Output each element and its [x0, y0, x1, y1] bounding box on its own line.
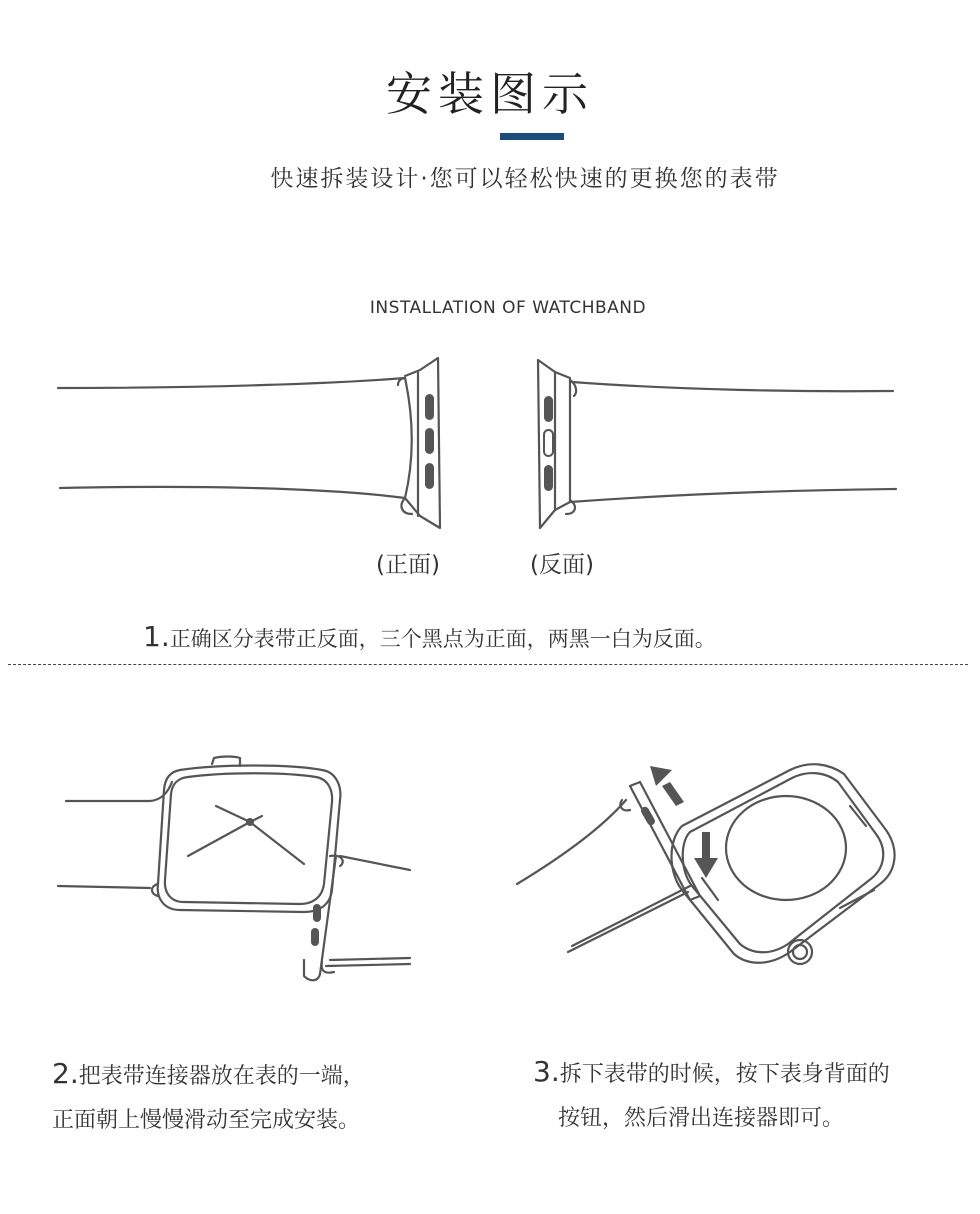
back-dot-2: [544, 465, 553, 491]
section-divider: [8, 664, 968, 665]
step-2-text: [52, 1052, 472, 1143]
band-back-illustration: [538, 360, 896, 528]
back-dot-white: [544, 430, 553, 456]
front-label: (正面): [376, 552, 440, 578]
step-2-number: 2.: [52, 1057, 79, 1090]
step-3-line-1: 拆下表带的时候，按下表身背面的: [559, 1062, 890, 1087]
watch-front-dots: [246, 818, 321, 946]
step-3-text: [533, 1050, 973, 1141]
watch-hand-center: [246, 818, 254, 826]
arrow-up-icon: [650, 766, 684, 806]
page-subtitle: 快速拆装设计·您可以轻松快速的更换您的表带: [270, 166, 780, 192]
front-dots: [425, 394, 434, 489]
connector-dot-1: [313, 904, 321, 922]
front-dot-1: [425, 394, 434, 420]
step-2-line-1: 把表带连接器放在表的一端，: [78, 1064, 365, 1089]
connector-dot-2: [311, 928, 319, 946]
front-dot-3: [425, 463, 434, 489]
section-caption: INSTALLATION OF WATCHBAND: [369, 298, 647, 318]
step-2-line-2: 正面朝上慢慢滑动至完成安装。: [52, 1108, 361, 1133]
band-front-illustration: [58, 358, 440, 528]
step-3-line-2: 按钮，然后滑出连接器即可。: [558, 1106, 845, 1131]
step-3-number: 3.: [533, 1055, 560, 1088]
back-dots: [544, 396, 553, 491]
page-title: 安装图示: [386, 67, 594, 121]
arrow-down-shaft: [702, 832, 710, 860]
front-dot-2: [425, 428, 434, 454]
arrow-down-icon: [694, 832, 718, 878]
back-label: (反面): [530, 552, 594, 578]
step-1-description: 正确区分表带正反面，三个黑点为正面，两黑一白为反面。: [169, 627, 716, 651]
watch-front-illustration: [58, 757, 410, 981]
step-1-number: 1.: [143, 620, 170, 653]
step-1-text: [143, 620, 716, 653]
back-dot-1: [544, 396, 553, 422]
